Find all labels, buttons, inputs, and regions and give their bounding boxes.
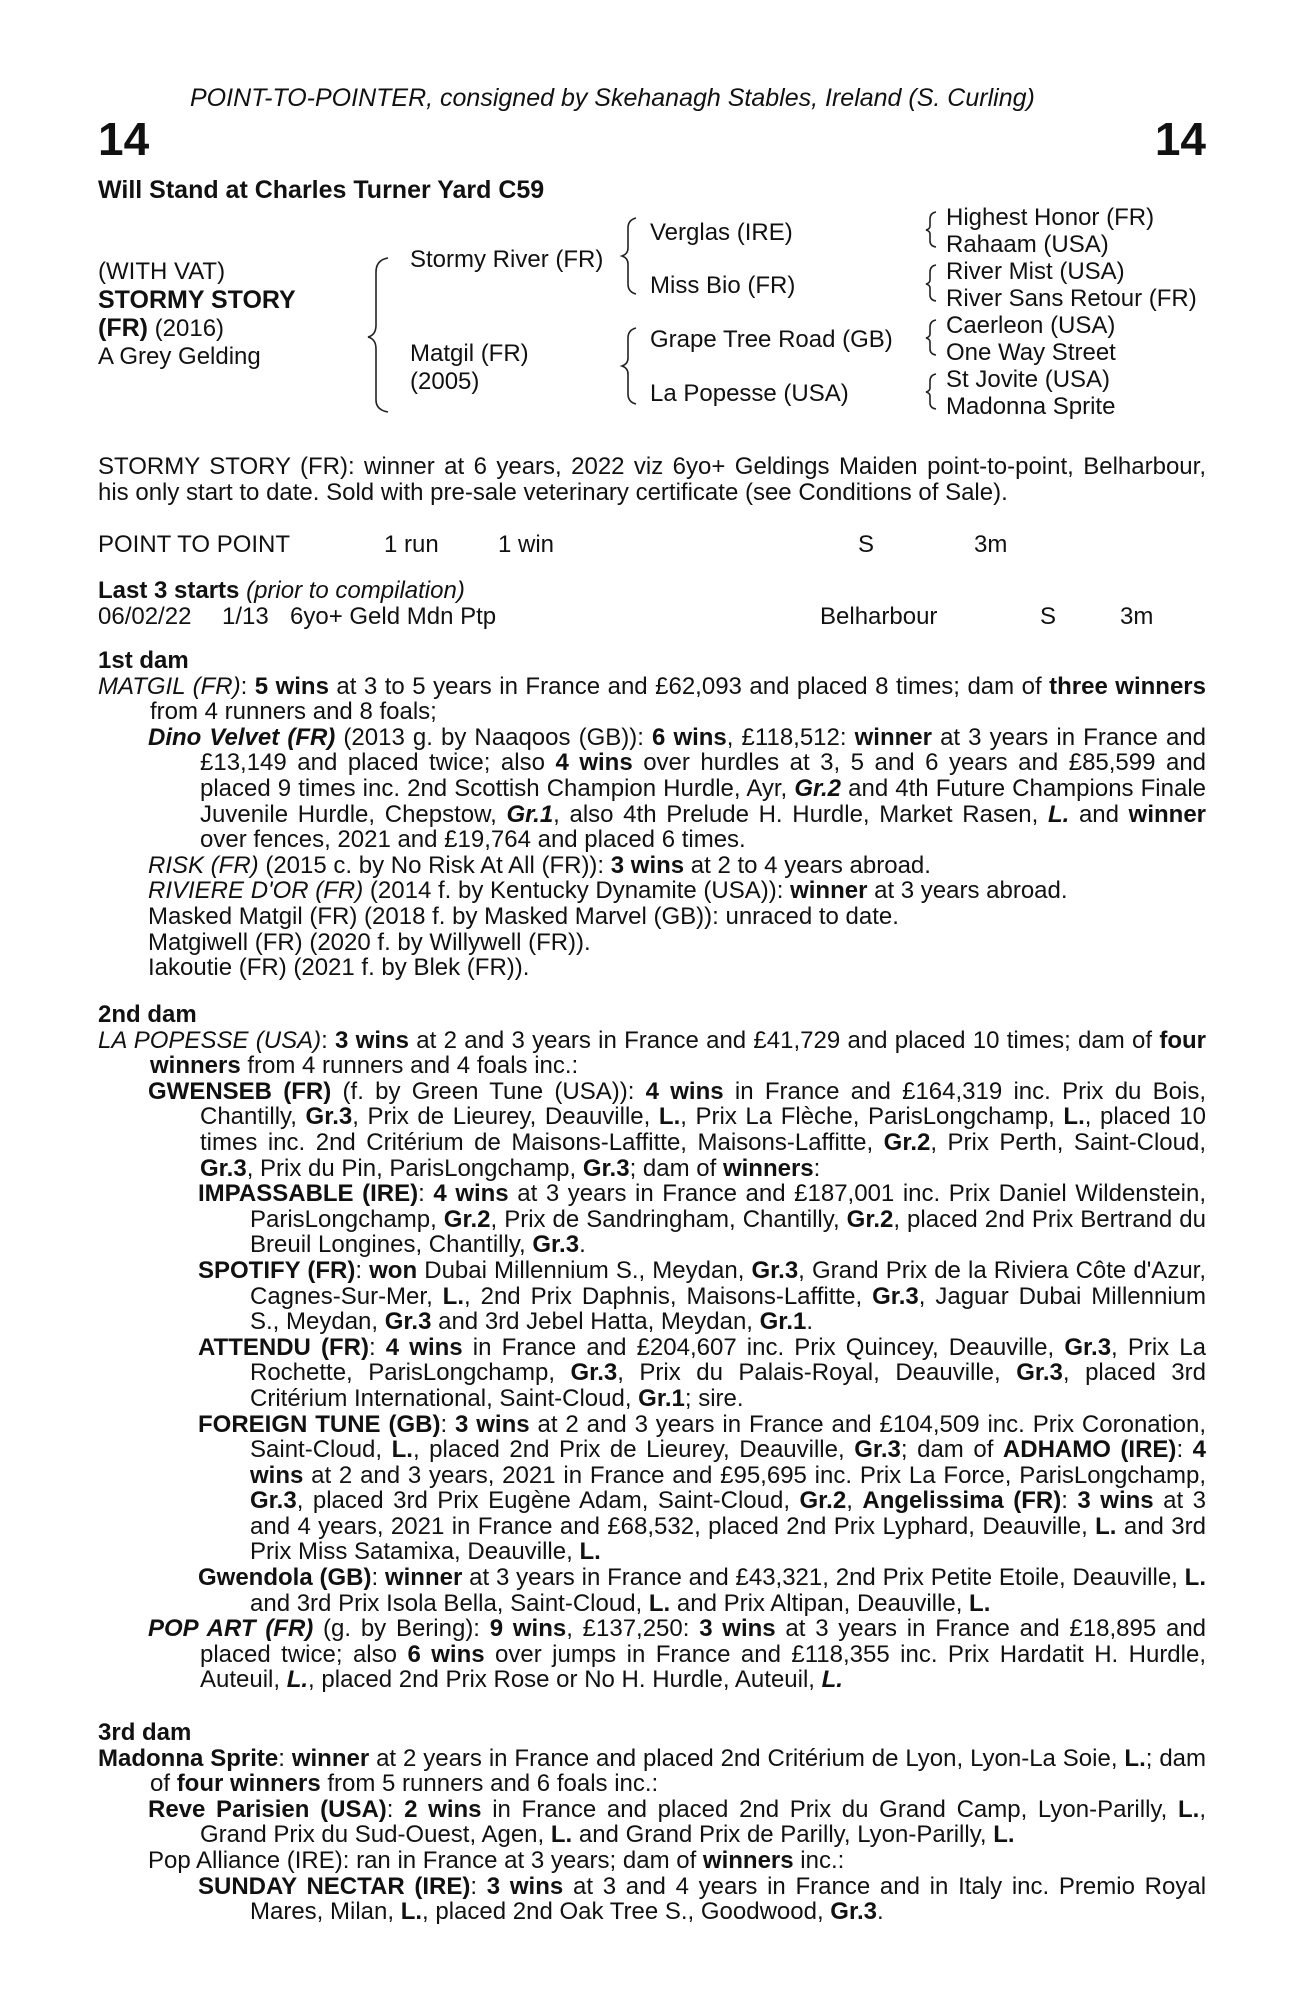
progeny-masked-matgil: Masked Matgil (FR) (2018 f. by Masked Marvel (GB)): unraced to date. (148, 902, 899, 930)
third-dam-heading: 3rd dam (98, 1719, 192, 1746)
dam: Matgil (FR) (410, 340, 529, 367)
last-starts-heading: Last 3 starts (98, 577, 240, 604)
start-course: Belharbour (820, 602, 938, 630)
record-distance: 3m (974, 531, 1008, 558)
sire-sire: Verglas (IRE) (650, 219, 793, 246)
dam-dam-dam: Madonna Sprite (946, 393, 1116, 420)
first-dam-section (98, 648, 1206, 981)
lot-number-left: 14 (98, 113, 150, 165)
consignor-line: POINT-TO-POINTER, consigned by Skehanagh Stables, Ireland (S. Curling) (190, 84, 1035, 112)
race-summary (98, 454, 1206, 505)
sire: Stormy River (FR) (410, 246, 604, 273)
progeny-riviere-dor: RIVIERE D'OR (FR) (2014 f. by Kentucky Dynamite (USA)): winner at 3 years abroad. (148, 877, 1068, 905)
sire-sire-dam: Rahaam (USA) (946, 231, 1109, 258)
second-dam-section (98, 1002, 1206, 1693)
last-starts-note: (prior to compilation) (239, 577, 465, 604)
progeny-gwendola: Gwendola (GB): winner at 3 years in France and £43,321, 2nd Prix Petite Etoile, Deauville, L. and 3rd Prix Isola Bella, Saint-Cloud, L. and Prix Altipan, Deauville, L. (198, 1564, 1206, 1617)
progeny-pop-alliance: Pop Alliance (IRE): ran in France at 3 years; dam of winners inc.: (148, 1846, 845, 1874)
dam-sire-dam: One Way Street (946, 339, 1116, 366)
start-date: 06/02/22 (98, 602, 192, 630)
second-dam-entry: LA POPESSE (USA): 3 wins at 2 and 3 years in France and £41,729 and placed 10 times; dam of four winners from 4 runners and 4 foals inc.: (98, 1026, 1206, 1080)
sire-dam: Miss Bio (FR) (650, 272, 796, 299)
dam-dam-sire: St Jovite (USA) (946, 366, 1111, 393)
start-going: S (1040, 602, 1057, 630)
third-dam-entry: Madonna Sprite: winner at 2 years in France and placed 2nd Critérium de Lyon, Lyon-La Soie, L.; dam of four winners from 5 runners and 6 foals inc.: (98, 1744, 1207, 1798)
record-wins: 1 win (498, 531, 555, 558)
dam-sire: Grape Tree Road (GB) (650, 326, 893, 353)
progeny-sunday-nectar: SUNDAY NECTAR (IRE): 3 wins at 3 and 4 years in France and in Italy inc. Premio Royal Mares, Milan, L., placed 2nd Oak Tree S., Goodwood, Gr.3. (198, 1872, 1207, 1926)
progeny-iakoutie: Iakoutie (FR) (2021 f. by Blek (FR)). (148, 954, 530, 982)
third-dam-section (98, 1720, 1206, 1925)
sire-sire-sire: Highest Honor (FR) (946, 204, 1155, 231)
first-dam-heading: 1st dam (98, 647, 189, 674)
summary-text: STORMY STORY (FR): winner at 6 years, 2022 viz 6yo+ Geldings Maiden point-to-point, Belharbour, his only start to date. Sold with pre-sale veterinary certificate (see Conditions of Sale). (98, 453, 1206, 506)
stand-location: Will Stand at Charles Turner Yard C59 (98, 176, 545, 204)
horse-year: (2016) (147, 315, 225, 342)
progeny-impassable: IMPASSABLE (IRE): 4 wins at 3 years in France and £187,001 inc. Prix Daniel Wildenstein, ParisLongchamp, Gr.2, Prix de Sandringham, Chantilly, Gr.2, placed 2nd Prix Bertrand du Breuil Longines, Chantilly, Gr.3. (198, 1180, 1207, 1259)
last-starts (98, 578, 1206, 630)
progeny-reve-parisien: Reve Parisien (USA): 2 wins in France and placed 2nd Prix du Grand Camp, Lyon-Parilly, L., Grand Prix du Sud-Ouest, Agen, L. and Grand Prix de Parilly, Lyon-Parilly, L. (148, 1795, 1206, 1849)
sire-dam-dam: River Sans Retour (FR) (946, 285, 1197, 312)
record-type: POINT TO POINT (98, 531, 291, 558)
progeny-pop-art: POP ART (FR) (g. by Bering): 9 wins, £137,250: 3 wins at 3 years in France and £18,895 and placed twice; also 6 wins over jumps in France and £118,355 inc. Prix Hardatit H. Hurdle, Auteuil, L., placed 2nd Prix Rose or No H. Hurdle, Auteuil, L. (148, 1615, 1207, 1694)
progeny-risk: RISK (FR) (2015 c. by No Risk At All (FR)): 3 wins at 2 to 4 years abroad. (148, 851, 931, 879)
vat-note: (WITH VAT) (98, 258, 226, 285)
lot-number-right: 14 (1154, 113, 1206, 165)
record-going: S (858, 531, 875, 558)
first-dam-entry: MATGIL (FR): 5 wins at 3 to 5 years in France and £62,093 and placed 8 times; dam of three winners from 4 runners and 8 foals; (98, 672, 1206, 726)
horse-description: A Grey Gelding (98, 343, 261, 370)
progeny-foreign-tune: FOREIGN TUNE (GB): 3 wins at 2 and 3 years in France and £104,509 inc. Prix Coronation, Saint-Cloud, L., placed 2nd Prix de Lieurey, Deauville, Gr.3; dam of ADHAMO (IRE): 4 wins at 2 and 3 years, 2021 in France and £95,695 inc. Prix La Force, ParisLongchamp, Gr.3, placed 3rd Prix Eugène Adam, Saint-Cloud, Gr.2, Angelissima (FR): 3 wins at 3 and 4 years, 2021 in France and £68,532, placed 2nd Prix Lyphard, Deauville, L. and 3rd Prix Miss Satamixa, Deauville, L. (198, 1410, 1207, 1566)
dam-sire-sire: Caerleon (USA) (946, 312, 1116, 339)
horse-name: STORMY STORY (98, 286, 296, 314)
dam-year: (2005) (410, 368, 480, 395)
dam-dam: La Popesse (USA) (650, 380, 849, 407)
sire-dam-sire: River Mist (USA) (946, 258, 1125, 285)
record-runs: 1 run (384, 531, 439, 558)
start-position: 1/13 (222, 602, 269, 630)
progeny-matgiwell: Matgiwell (FR) (2020 f. by Willywell (FR)). (148, 928, 591, 956)
progeny-spotify: SPOTIFY (FR): won Dubai Millennium S., Meydan, Gr.3, Grand Prix de la Riviera Côte d'Azur, Cagnes-Sur-Mer, L., 2nd Prix Daphnis, Maisons-Laffitte, Gr.3, Jaguar Dubai Millennium S., Meydan, Gr.3 and 3rd Jebel Hatta, Meydan, Gr.1. (198, 1256, 1207, 1336)
progeny-attendu: ATTENDU (FR): 4 wins in France and £204,607 inc. Prix Quincey, Deauville, Gr.3, Prix La Rochette, ParisLongchamp, Gr.3, Prix du Palais-Royal, Deauville, Gr.3, placed 3rd Critérium International, Saint-Cloud, Gr.1; sire. (198, 1333, 1207, 1412)
progeny-dino-velvet: Dino Velvet (FR) (2013 g. by Naaqoos (GB)): 6 wins, £118,512: winner at 3 years in France and £13,149 and placed twice; also 4 wins over hurdles at 3, 5 and 6 years and £85,599 and placed 9 times inc. 2nd Scottish Champion Hurdle, Ayr, Gr.2 and 4th Future Champions Finale Juvenile Hurdle, Chepstow, Gr.1, also 4th Prelude H. Hurdle, Market Rasen, L. and winner over fences, 2021 and £19,764 and placed 6 times. (148, 723, 1207, 854)
racing-record (98, 532, 1206, 558)
start-race: 6yo+ Geld Mdn Ptp (290, 602, 497, 630)
second-dam-heading: 2nd dam (98, 1001, 197, 1028)
start-distance: 3m (1120, 602, 1154, 630)
horse-origin: (FR) (98, 314, 148, 342)
progeny-gwenseb: GWENSEB (FR) (f. by Green Tune (USA)): 4 wins in France and £164,319 inc. Prix du Bois, Chantilly, Gr.3, Prix de Lieurey, Deauville, L., Prix La Flèche, ParisLongchamp, L., placed 10 times inc. 2nd Critérium de Maisons-Laffitte, Maisons-Laffitte, Gr.2, Prix Perth, Saint-Cloud, Gr.3, Prix du Pin, ParisLongchamp, Gr.3; dam of winners: (148, 1077, 1207, 1182)
